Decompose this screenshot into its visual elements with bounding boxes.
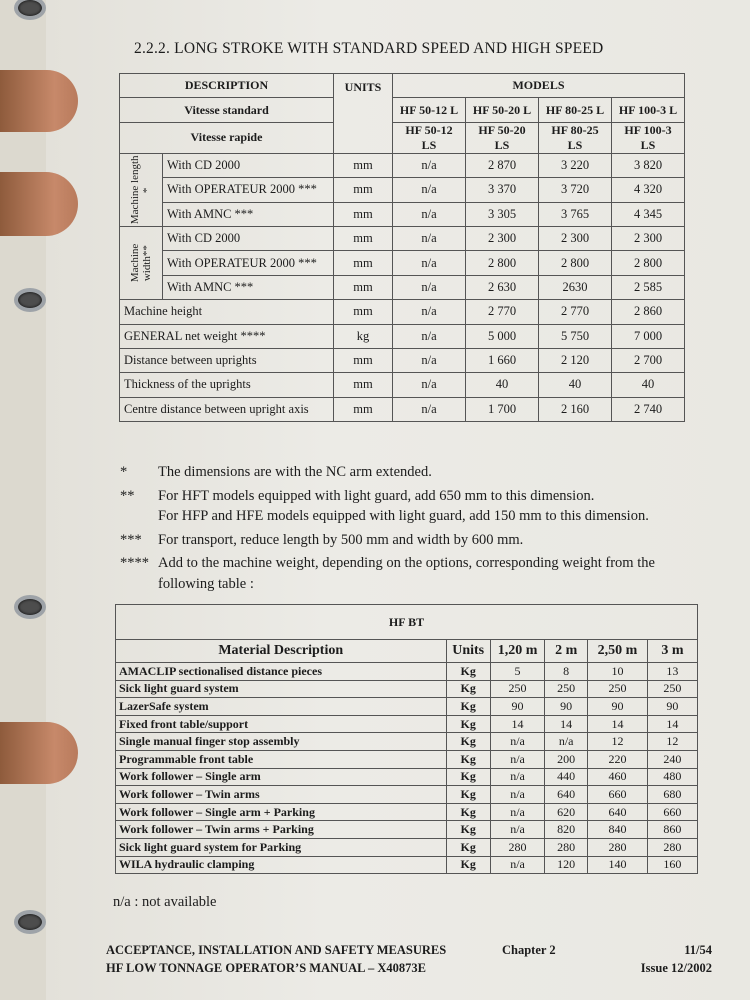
dimensions-table [119,73,685,422]
material-description: Sick light guard system for Parking [116,838,447,856]
table-cell: 2630 [539,275,612,299]
footer-page-number: 11/54 [684,943,712,957]
footnote-text: For transport, reduce length by 500 mm and width by 600 mm. [158,531,524,548]
unit-cell: Kg [446,750,490,768]
weight-cell: 280 [490,838,544,856]
table-cell: n/a [393,153,466,177]
material-description: WILA hydraulic clamping [116,856,447,874]
footer-issue: Issue 12/2002 [640,961,712,975]
weight-cell: 90 [490,698,544,716]
weight-cell: n/a [490,856,544,874]
row-label: Centre distance between upright axis [120,397,334,421]
weight-cell: 13 [647,663,697,681]
speed-standard-label: Vitesse standard [120,98,334,122]
na-note: n/a : not available [113,894,217,910]
speed-rapide-label: Vitesse rapide [120,122,334,153]
footnote-mark: *** [120,531,142,548]
weight-cell: 90 [545,698,588,716]
table-cell: 2 800 [612,251,685,275]
table-row [120,348,685,372]
row-label: Machine height [120,300,334,324]
footer-chapter: Chapter 2 [502,943,556,957]
table-cell: 5 750 [539,324,612,348]
machine-width-group [120,226,163,299]
row-unit: mm [334,226,393,250]
table-cell: 4 345 [612,202,685,226]
material-description: Single manual finger stop assembly [116,733,447,751]
material-description: Work follower – Single arm + Parking [116,803,447,821]
table-title: HF BT [116,605,698,640]
table-cell: 40 [466,373,539,397]
footnote [120,462,710,483]
footnote [120,530,710,551]
table-row [116,768,698,786]
table-cell: 1 700 [466,397,539,421]
table-cell: 7 000 [612,324,685,348]
weight-cell: 14 [588,715,648,733]
column-header: Units [446,640,490,663]
table-cell: 2 700 [612,348,685,372]
table-cell: 40 [539,373,612,397]
column-header: 2,50 m [588,640,648,663]
table-row [116,838,698,856]
table-cell: 3 820 [612,153,685,177]
weight-cell: 250 [490,680,544,698]
table-cell: n/a [393,226,466,250]
footnotes [120,462,710,597]
material-description: Work follower – Single arm [116,768,447,786]
weight-cell: 250 [545,680,588,698]
row-unit: mm [334,251,393,275]
title-row [116,605,698,640]
footnote-mark: **** [120,555,149,571]
header-row [120,74,685,98]
unit-cell: Kg [446,786,490,804]
weight-cell: 280 [588,838,648,856]
machine-width-group-text: Machine width** [129,243,153,283]
weight-cell: 640 [588,803,648,821]
row-label: With CD 2000 [163,153,334,177]
unit-cell: Kg [446,838,490,856]
table-cell: 2 300 [612,226,685,250]
table-row [116,680,698,698]
table-row [120,300,685,324]
column-header: 3 m [647,640,697,663]
table-cell: n/a [393,251,466,275]
table-cell: 2 630 [466,275,539,299]
weight-cell: n/a [490,821,544,839]
model-standard: HF 80-25 L [539,98,612,122]
table-cell: n/a [393,397,466,421]
col-models: MODELS [393,74,685,98]
row-unit: mm [334,153,393,177]
material-description: Work follower – Twin arms + Parking [116,821,447,839]
table-row [120,202,685,226]
table-row [116,821,698,839]
footer-manual: HF LOW TONNAGE OPERATOR’S MANUAL – X40873E [106,961,426,975]
weight-cell: 440 [545,768,588,786]
footer-title: ACCEPTANCE, INSTALLATION AND SAFETY MEASURES [106,943,447,957]
weight-cell: 90 [647,698,697,716]
weight-cell: 12 [588,733,648,751]
weight-cell: 820 [545,821,588,839]
row-unit: mm [334,397,393,421]
weight-cell: 620 [545,803,588,821]
finger [0,172,78,236]
table-row [120,178,685,202]
machine-length-group-text: Machine length * [129,155,153,225]
footnote-mark: ** [120,487,135,504]
table-cell: 2 160 [539,397,612,421]
row-label: With AMNC *** [163,275,334,299]
table-row [120,226,685,250]
table-cell: 5 000 [466,324,539,348]
table-cell: n/a [393,300,466,324]
weight-cell: n/a [545,733,588,751]
unit-cell: Kg [446,715,490,733]
finger [0,722,78,784]
model-standard: HF 50-20 L [466,98,539,122]
footnote-mark: * [120,464,128,480]
weight-cell: 14 [545,715,588,733]
weight-cell: 160 [647,856,697,874]
material-description: Fixed front table/support [116,715,447,733]
weight-cell: 8 [545,663,588,681]
footnote [120,553,710,594]
weight-cell: 250 [588,680,648,698]
table-cell: n/a [393,373,466,397]
row-label: GENERAL net weight **** [120,324,334,348]
table-cell: 40 [612,373,685,397]
model-rapide: HF 100-3 LS [612,122,685,153]
column-header: Material Description [116,640,447,663]
weight-cell: 10 [588,663,648,681]
weight-cell: 14 [490,715,544,733]
weight-cell: 220 [588,750,648,768]
table-cell: n/a [393,348,466,372]
material-description: Work follower – Twin arms [116,786,447,804]
weight-cell: 840 [588,821,648,839]
weight-cell: n/a [490,803,544,821]
col-units: UNITS [334,74,393,154]
table-row [116,715,698,733]
table-cell: n/a [393,275,466,299]
model-rapide: HF 50-12 LS [393,122,466,153]
weight-cell: 480 [647,768,697,786]
table-cell: 3 765 [539,202,612,226]
table-row [116,733,698,751]
weight-cell: 660 [647,803,697,821]
table-cell: 2 770 [466,300,539,324]
material-description: AMACLIP sectionalised distance pieces [116,663,447,681]
weight-cell: n/a [490,750,544,768]
weight-cell: n/a [490,768,544,786]
table-cell: 3 220 [539,153,612,177]
row-unit: mm [334,348,393,372]
row-unit: mm [334,275,393,299]
weight-cell: 640 [545,786,588,804]
row-unit: mm [334,300,393,324]
weight-cell: 280 [545,838,588,856]
model-standard: HF 50-12 L [393,98,466,122]
col-description: DESCRIPTION [120,74,334,98]
table-cell: 2 870 [466,153,539,177]
unit-cell: Kg [446,768,490,786]
table-cell: 3 370 [466,178,539,202]
table-cell: 3 305 [466,202,539,226]
footnote-text: For HFT models equipped with light guard, add 650 mm to this dimension. For HFP and HFE models equipped with light guard, add 150 mm to this dimension. [158,487,649,524]
model-rapide: HF 50-20 LS [466,122,539,153]
column-header: 2 m [545,640,588,663]
row-unit: mm [334,202,393,226]
footnote-text: The dimensions are with the NC arm extended. [158,464,432,480]
table-cell: 2 770 [539,300,612,324]
row-label: With AMNC *** [163,202,334,226]
table-row [120,373,685,397]
unit-cell: Kg [446,733,490,751]
unit-cell: Kg [446,821,490,839]
weight-cell: n/a [490,786,544,804]
table-row [116,856,698,874]
weight-cell: 140 [588,856,648,874]
table-cell: n/a [393,324,466,348]
row-label: Thickness of the uprights [120,373,334,397]
table-cell: 2 860 [612,300,685,324]
table-cell: 2 300 [466,226,539,250]
weight-cell: 90 [588,698,648,716]
table-row [116,750,698,768]
row-label: Distance between uprights [120,348,334,372]
weight-cell: 660 [588,786,648,804]
table-cell: 2 740 [612,397,685,421]
weight-cell: n/a [490,733,544,751]
weight-cell: 240 [647,750,697,768]
header-row [116,640,698,663]
speed-standard-row [120,98,685,122]
unit-cell: Kg [446,680,490,698]
weight-cell: 14 [647,715,697,733]
unit-cell: Kg [446,663,490,681]
table-row [120,324,685,348]
table-cell: 2 300 [539,226,612,250]
weight-cell: 12 [647,733,697,751]
table-cell: 2 585 [612,275,685,299]
unit-cell: Kg [446,698,490,716]
unit-cell: Kg [446,803,490,821]
weight-cell: 200 [545,750,588,768]
weight-cell: 680 [647,786,697,804]
thumb [0,70,78,132]
weight-cell: 860 [647,821,697,839]
table-cell: 4 320 [612,178,685,202]
table-cell: 2 800 [466,251,539,275]
material-description: Programmable front table [116,750,447,768]
weight-cell: 460 [588,768,648,786]
table-row [116,698,698,716]
material-description: LazerSafe system [116,698,447,716]
table-row [116,786,698,804]
table-row [120,251,685,275]
weight-cell: 120 [545,856,588,874]
table-cell: 2 800 [539,251,612,275]
row-label: With OPERATEUR 2000 *** [163,178,334,202]
footnote [120,486,710,527]
table-cell: 1 660 [466,348,539,372]
options-weight-table [115,604,698,874]
weight-cell: 280 [647,838,697,856]
table-row [120,153,685,177]
table-row [116,663,698,681]
table-cell: n/a [393,178,466,202]
column-header: 1,20 m [490,640,544,663]
weight-cell: 5 [490,663,544,681]
unit-cell: Kg [446,856,490,874]
table-cell: n/a [393,202,466,226]
row-unit: mm [334,373,393,397]
table-cell: 3 720 [539,178,612,202]
weight-cell: 250 [647,680,697,698]
machine-length-group [120,153,163,226]
row-unit: kg [334,324,393,348]
table-row [116,803,698,821]
table-row [120,275,685,299]
model-standard: HF 100-3 L [612,98,685,122]
row-label: With OPERATEUR 2000 *** [163,251,334,275]
model-rapide: HF 80-25 LS [539,122,612,153]
material-description: Sick light guard system [116,680,447,698]
table-cell: 2 120 [539,348,612,372]
speed-rapide-row [120,122,685,153]
footnote-text: Add to the machine weight, depending on the options, corresponding weight from the following table : [158,555,655,592]
row-label: With CD 2000 [163,226,334,250]
table-row [120,397,685,421]
section-heading: 2.2.2. LONG STROKE WITH STANDARD SPEED AND HIGH SPEED [134,40,604,57]
row-unit: mm [334,178,393,202]
